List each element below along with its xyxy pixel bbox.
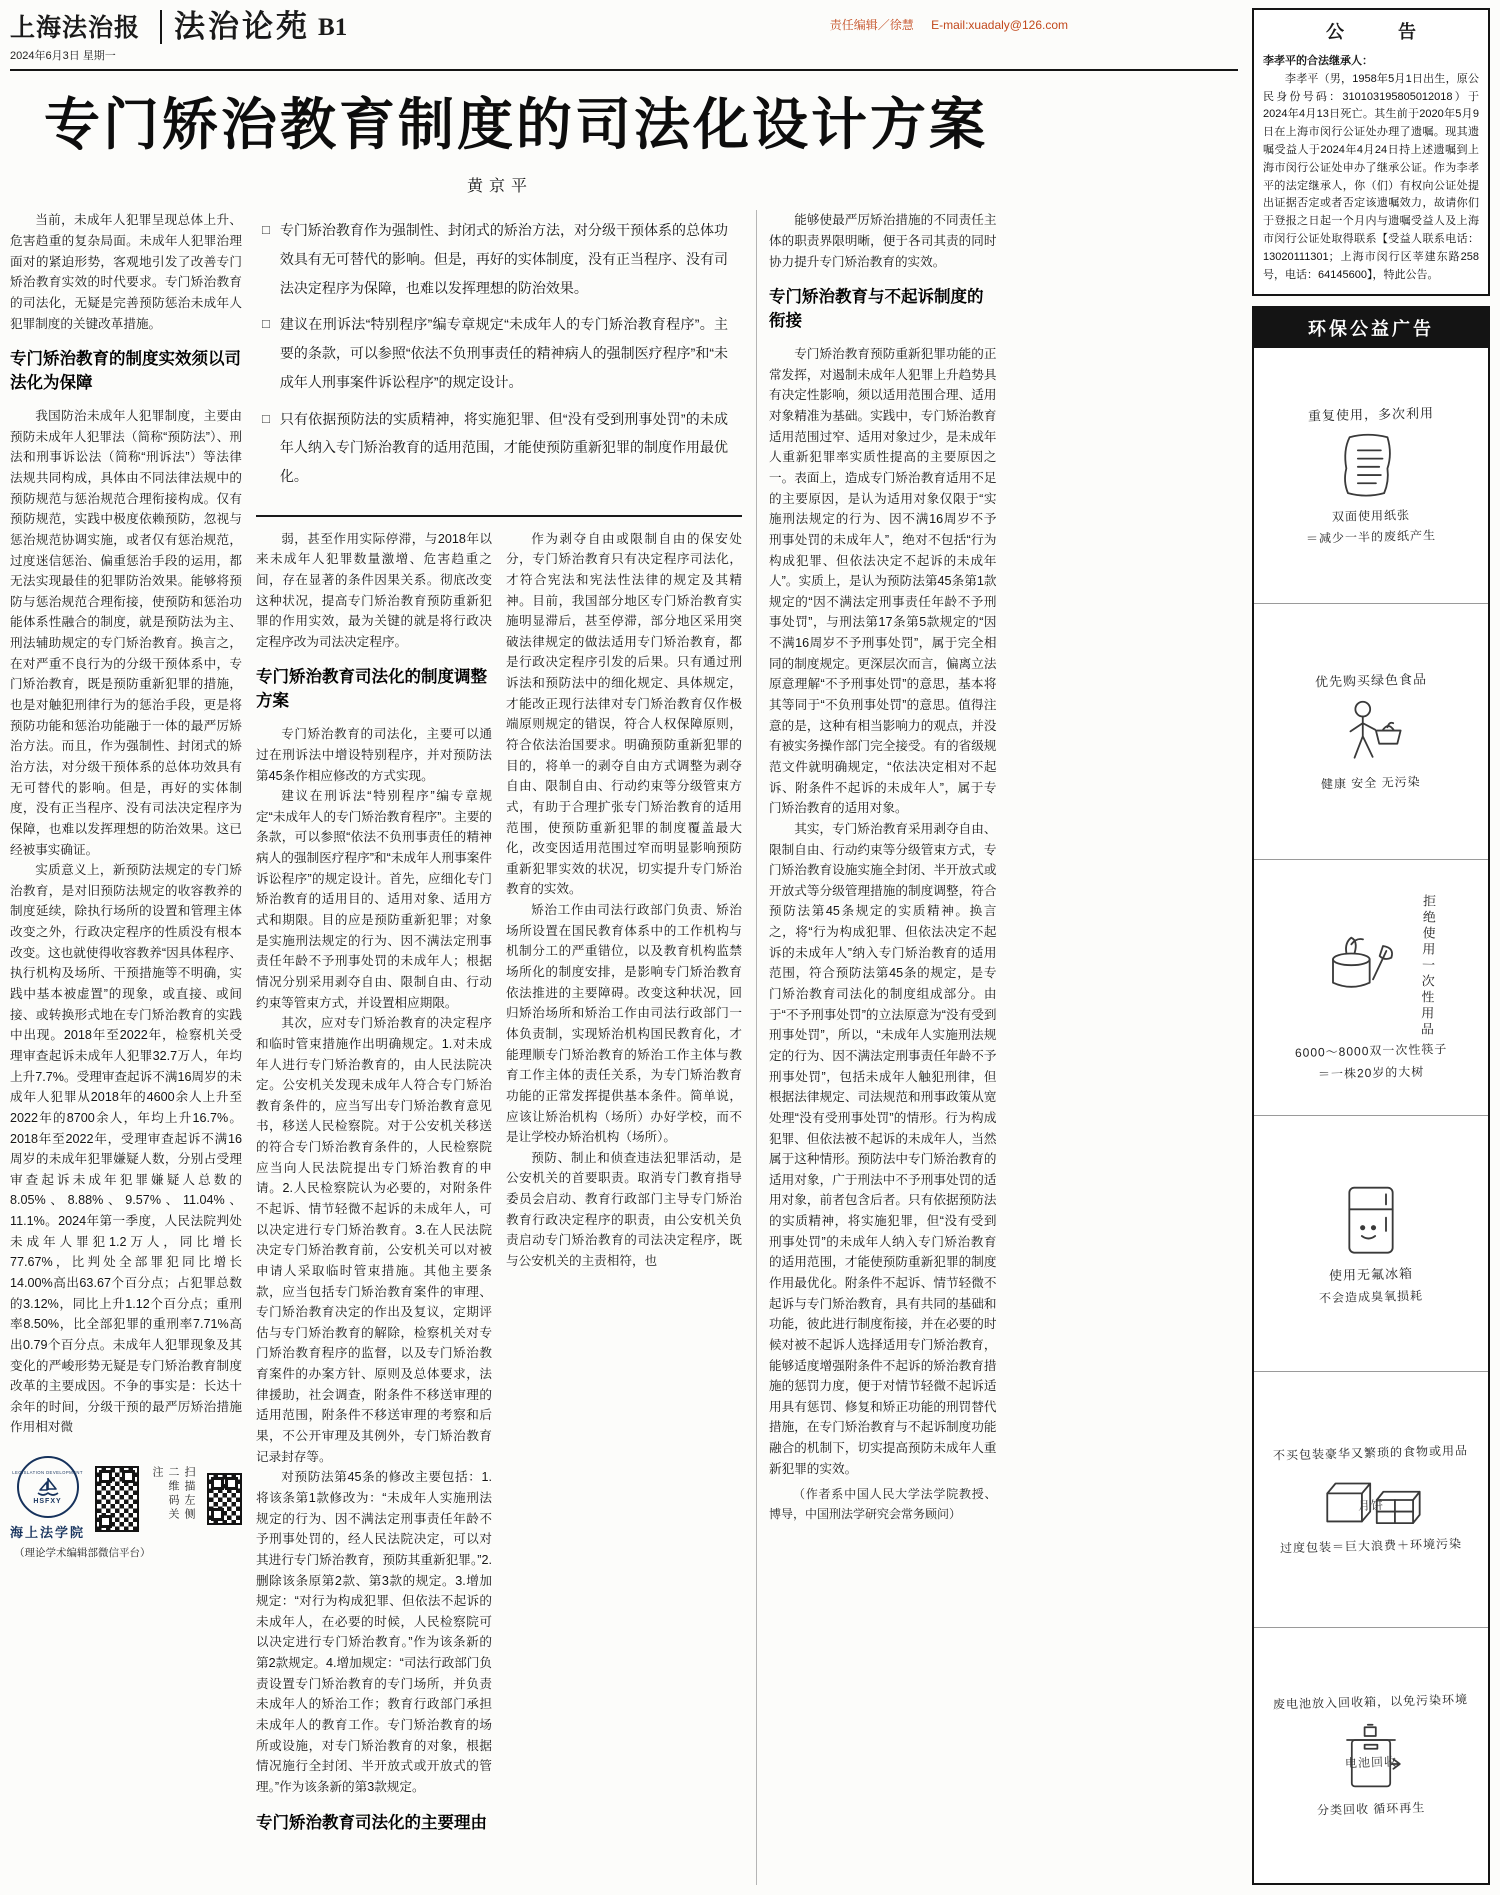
page-number: B1 bbox=[318, 14, 348, 42]
article-title: 专门矫治教育制度的司法化设计方案 bbox=[44, 93, 988, 156]
eco-ad-caption: 不买包装豪华又繁琐的食物或用品 bbox=[1273, 1443, 1469, 1463]
qr-finder-icon bbox=[211, 1508, 224, 1521]
editor-name: 责任编辑／徐慧 bbox=[829, 18, 914, 32]
eco-ad-figure bbox=[1306, 894, 1437, 1038]
eco-ad-figure bbox=[1316, 1467, 1426, 1533]
paragraph: 建议在刑诉法“特别程序”编专章规定“未成年人的专门矫治教育程序”。主要的条款，可以参照“依法不负刑事责任的精神病人的强制医疗程序”和“未成年人刑事案件诉讼程序”的规定设计。首先，应细化专门矫治教育的适用目的、适用对象、适用方式和期限。目的应是预防重新犯罪；对象是实施刑法规定的行为、因不满法定刑事责任年龄不予刑事处罚的未成年人；根据情况分别采用剥夺自由、限制自由、行动约束等管束方式，并设置相应期限。 bbox=[256, 789, 492, 1010]
section-heading: 专门矫治教育的制度实效须以司法化为保障 bbox=[10, 350, 241, 393]
eco-ad-caption: 使用无氟冰箱 bbox=[1328, 1266, 1414, 1284]
announcement-body: 李孝平（男，1958年5月1日出生，原公民身份号码：310103195805012018）于2024年4月13日死亡。其生前于2020年5月9日在上海市闵行公证处办理了遗嘱。现其遗嘱受益人于2024年4月24日持上述遗嘱到上海市闵行公证处申办了继承公证。作为李孝平的法定继承人，你（们）有权向公证处提出证据否定或者否定该遗嘱效力，故请你们于登报之日起一个月内与遗嘱受益人及上海市闵行公证处取得联系【受益人联系电话：13020111301；上海市闵行区莘建东路258号，电话：64145600】，特此公告。 bbox=[1263, 72, 1479, 281]
eco-ad-item bbox=[1254, 860, 1488, 1116]
qr-finder-icon bbox=[211, 1477, 224, 1490]
paragraph: 实质意义上，新预防法规定的专门矫治教育，是对旧预防法规定的收容教养的制度延续，除执行场所的设置和管理主体改变之外，行政决定程序的性质没有根本改变。这也就使得收容教养“因具体程序、执行机构及场所、干预措施等不明确，实践中基本被虚置”的现象，或直接、或间接、或转换形式地在专门矫治教育的实践中出现。2018年至2022年，检察机关受理审查起诉未成年人犯罪32.7万人，年均上升7.7%。受理审查起诉不满16周岁的未成年人犯罪从2018年的4600余人上升至2022年的8700余人，年均上升16.7%。2018年至2022年，受理审查起诉不满16周岁的未成年犯罪嫌疑人数，分别占受理审查起诉未成年犯罪嫌疑人总数的8.05%、8.88%、9.57%、11.04%、11.1%。2024年第一季度，人民法院判处未成年人罪犯1.2万人，同比增长77.67%，比判处全部罪犯同比增长14.00%高出63.67个百分点；占犯罪总数的3.12%，同比上升1.12个百分点；重刑率8.50%，比全部犯罪的重刑率7.71%高出0.79个百分点。未成年人犯罪现象及其变化的严峻形势无疑是专门矫治教育制度改革的主要成因。不争的事实是：长达十余年的时间，分级干预的最严厉矫治措施作用相对微 bbox=[10, 863, 242, 1435]
paragraph: 作为剥夺自由或限制自由的保安处分，专门矫治教育只有决定程序司法化，才符合宪法和宪法性法律的规定及其精神。目前，我国部分地区专门矫治教育实施明显滞后，甚至停滞，部分地区采用突破法律规定的做法适用专门矫治教育，都是行政决定程序引发的后果。只有通过刑诉法和预防法中的细化规定、具体规定，才能改正现行法律对专门矫治教育仅作极端原则规定的错误，符合人权保障原则，符合依法治国要求。明确预防重新犯罪的目的，将单一的剥夺自由方式调整为剥夺自由、限制自由、行动约束等分级管束方式，有助于合理扩张专门矫治教育的适用范围，使预防重新犯罪的制度覆盖最大化，改变因适用范围过窄而明显影响预防重新犯罪实效的状况，切实提升专门矫治教育的实效。 bbox=[506, 531, 742, 897]
eco-ad-caption: 6000～8000双一次性筷子 bbox=[1294, 1041, 1448, 1060]
eco-ad-caption: 分类回收 循环再生 bbox=[1316, 1800, 1426, 1817]
eco-ad-item bbox=[1254, 1628, 1488, 1883]
section-heading: 专门矫治教育司法化的制度调整方案 bbox=[256, 668, 487, 711]
summary-text: 专门矫治教育作为强制性、封闭式的矫治方法，对分级干预体系的总体功效具有无可替代的影响。但是，再好的实体制度，没有正当程序、没有司法决定程序为保障，也难以发挥理想的防治效果。 bbox=[279, 222, 728, 296]
tree-stump-axe-icon bbox=[1306, 926, 1410, 1006]
eco-ad-caption: ＝一株20岁的大树 bbox=[1317, 1064, 1425, 1082]
checkbox-square-icon: □ bbox=[262, 222, 270, 238]
eco-ad-item bbox=[1254, 1372, 1488, 1628]
column-1 bbox=[10, 210, 242, 1885]
editor-email: E-mail:xuadaly@126.com bbox=[931, 18, 1068, 32]
eco-ad-caption: 健康 安全 无污染 bbox=[1320, 774, 1421, 791]
section-heading: 专门矫治教育与不起诉制度的衔接 bbox=[769, 288, 984, 331]
announcement-salutation: 李孝平的合法继承人： bbox=[1263, 55, 1373, 67]
paragraph: 矫治工作由司法行政部门负责、矫治场所设置在国民教育体系中的工作机构与机制分工的严重错位，以及教育机构监禁场所化的制度安排，是影响专门矫治教育依法推进的主要障碍。改变这种状况，回归矫治场所和矫治工作由司法行政部门一体负责制，实现矫治机构国民教育化，才能理顺专门矫治教育的矫治工作主体与教育工作主体的责任关系，为专门矫治教育功能的正常发挥提供基本条件。简单说，应该让矫治机构（场所）办好学校，而不是让学校办矫治机构（场所）。 bbox=[506, 903, 742, 1145]
paragraph: 能够使最严厉矫治措施的不同责任主体的职责界限明晰，便于各司其责的同时协力提升专门矫治教育的实效。 bbox=[769, 213, 997, 269]
article-columns bbox=[10, 210, 1238, 1885]
eco-ad-caption: 废电池放入回收箱，以免污染环境 bbox=[1273, 1692, 1469, 1712]
paragraph: 对预防法第45条的修改主要包括：1.将该条第1款修改为：“未成年人实施刑法规定的行为、因不满法定刑事责任年龄不予刑事处罚的，经人民法院决定，可以对其进行专门矫治教育，预防其重新犯罪。”2.删除该条原第2款、第3款的规定。3.增加规定：“对行为构成犯罪、但依法不起诉的未成年人，在必要的时候，人民检察院可以决定进行专门矫治教育。”作为该条新的第2款规定。4.增加规定：“司法行政部门负责设置专门矫治教育的专门场所，并负责未成年人的矫治工作；教育行政部门承担未成年人的教育工作。专门矫治教育的场所或设施，对专门矫治教育的对象，根据情况施行全封闭、半开放式或开放式的管理。”作为该条新的第3款规定。 bbox=[256, 1470, 492, 1794]
sidebar bbox=[1252, 8, 1490, 1885]
eco-ad-caption: 重复使用，多次利用 bbox=[1307, 404, 1435, 424]
summary-text: 只有依据预防法的实质精神，将实施犯罪、但“没有受到刑事处罚”的未成年人纳入专门矫治教育的适用范围，才能使预防重新犯罪的制度作用最优化。 bbox=[279, 410, 728, 484]
summary-item bbox=[262, 310, 728, 396]
eco-ad-caption: 双面使用纸张 bbox=[1331, 507, 1411, 524]
eco-ad-caption: 不会造成臭氧损耗 bbox=[1318, 1289, 1424, 1306]
footer-left bbox=[10, 1456, 242, 1541]
battery-bin-label: 电池回收 bbox=[1344, 1754, 1398, 1771]
paragraph: 弱，甚至作用实际停滞，与2018年以来未成年人犯罪数量激增、危害趋重之间，存在显著的条件因果关系。彻底改变这种状况，提高专门矫治教育预防重新犯罪的作用实效，最为关键的就是将行政决定程序改为司法决定程序。 bbox=[256, 531, 492, 649]
qr-code-large bbox=[95, 1466, 139, 1532]
eco-ad-item bbox=[1254, 604, 1488, 860]
editor-info bbox=[830, 16, 1068, 33]
checkbox-square-icon: □ bbox=[262, 316, 270, 332]
summary-box bbox=[256, 210, 742, 516]
qr-finder-icon bbox=[122, 1470, 135, 1483]
summary-text: 建议在刑诉法“特别程序”编专章规定“未成年人的专门矫治教育程序”。主要的条款，可以参照“依法不负刑事责任的精神病人的强制医疗程序”和“未成年人刑事案件诉讼程序”的规定设计。 bbox=[279, 316, 728, 390]
logo-circle bbox=[12, 1456, 83, 1518]
platform-note: （理论学术编辑部微信平台） bbox=[14, 1547, 151, 1560]
logo-name: 海上法学院 bbox=[10, 1525, 86, 1541]
qr-finder-icon bbox=[225, 1477, 238, 1490]
summary-item bbox=[262, 405, 728, 491]
qr-finder-icon bbox=[99, 1470, 112, 1483]
eco-ads-title: 环保公益广告 bbox=[1254, 308, 1488, 348]
paragraph: 专门矫治教育的司法化，主要可以通过在刑诉法中增设特别程序，并对预防法第45条作相应修改的方式实现。 bbox=[256, 727, 492, 783]
column-2-3-text bbox=[256, 529, 742, 1885]
sailboat-icon bbox=[35, 1476, 61, 1498]
column-2-3-group bbox=[256, 210, 742, 1885]
page-header bbox=[10, 8, 1238, 71]
eco-ad-caption: 优先购买绿色食品 bbox=[1314, 671, 1428, 690]
paragraph: 其次，应对专门矫治教育的决定程序和临时管束措施作出明确规定。1.对未成年人进行专门矫治教育的，由人民法院决定。公安机关发现未成年人符合专门矫治教育条件的，应当写出专门矫治教育意见书，移送人民检察院。对于公安机关移送的符合专门矫治教育条件的，人民检察院应当向人民法院提出专门矫治教育的申请。2.人民检察院认为必要的，对附条件不起诉、情节轻微不起诉的未成年人，可以决定进行专门矫治教育。3.在人民法院决定专门矫治教育前，公安机关可以对被申请人采取临时管束措施。其他主要条款，应当包括专门矫治教育案件的审理、专门矫治教育决定的作出及复议，定期评估与专门矫治教育的解除，检察机关对专门矫治教育程序的监督，以及专门矫治教育案件的办案方针、原则及总体要求，法律援助，社会调查，附条件不移送审理的适用范围，附条件不移送审理的考察和后果，不公开审理及其例外，专门矫治教育记录封存等。 bbox=[256, 1016, 492, 1464]
section-wrap bbox=[160, 10, 347, 44]
qr-code-small bbox=[207, 1473, 242, 1525]
paper-name: 上海法治报 bbox=[10, 15, 141, 42]
announcement-box bbox=[1252, 8, 1490, 296]
announcement-title: 公 告 bbox=[1326, 22, 1434, 42]
eco-ads-panel bbox=[1252, 306, 1490, 1885]
eco-ad-figure bbox=[1323, 1716, 1419, 1796]
eco-ad-caption: 拒绝使用一次性用品 bbox=[1418, 893, 1436, 1039]
eco-ad-item bbox=[1254, 1116, 1488, 1372]
paragraph: 预防、制止和侦查违法犯罪活动，是公安机关的首要职责。取消专门教育指导委员会启动、教育行政部门主导专门矫治教育行政决定程序的职责，由公安机关负责启动专门矫治教育的司法决定程序，既与公安机关的主责相符，也 bbox=[506, 1150, 742, 1268]
scan-note: 扫描左侧二维码关注 bbox=[151, 1465, 196, 1522]
main-area bbox=[10, 8, 1238, 1885]
summary-item bbox=[262, 216, 728, 302]
paragraph: 我国防治未成年人犯罪制度，主要由预防未成年人犯罪法（简称“预防法”）、刑法和刑事诉讼法（简称“刑诉法”）等法律法规共同构成，具体由不同法律法规中的预防规范与惩治规范合理衔接构成。仅有预防规范，实践中极度依赖预防，忽视与惩治规范协调实施，或者仅有惩治规范，过度迷信惩治、偏重惩治手段的运用，都无法实现最佳的犯罪防治效果。能够将预防与惩治规范合理衔接，使预防和惩治功能体系性融合的制度，就是预防法为主、刑法辅助规定的专门矫治教育。换言之，在对严重不良行为的分级干预体系中，专门矫治教育，既是预防重新犯罪的措施，也是对触犯刑律行为的惩治手段，更是将预防功能和惩治功能融于一体的最严厉矫治方法。而且，作为强制性、封闭式的矫治方法，对分级干预体系的总体功效具有无可替代的影响。但是，再好的实体制度，没有正当程序、没有司法决定程序为保障，也难以发挥理想的防治效果。这已经被事实确证。 bbox=[10, 409, 242, 857]
eco-ad-caption: ＝减少一半的废纸产生 bbox=[1305, 528, 1437, 547]
section-heading: 专门矫治教育司法化的主要理由 bbox=[256, 1813, 487, 1832]
logo-arc-text: LEGISLATION DEVELOPMENT bbox=[12, 1470, 83, 1476]
masthead bbox=[10, 8, 140, 63]
section-title: 法治论苑 bbox=[174, 9, 311, 44]
paragraph: 当前，未成年人犯罪呈现总体上升、危害趋重的复杂局面。未成年人犯罪治理面对的紧迫形势，客观地引发了改善专门矫治教育实效的时代要求。专门矫治教育的司法化，无疑是完善预防惩治未成年人犯罪制度的关键改革措施。 bbox=[10, 213, 242, 331]
hsfxy-logo bbox=[10, 1456, 85, 1541]
column-4-5-text bbox=[769, 210, 1238, 1885]
paragraph: 其实，专门矫治教育采用剥夺自由、限制自由、行动约束等分级管束方式，专门矫治教育设施实施全封闭、半开放式或开放式等分级管理措施的制度调整，符合预防法第45条规定的实质精神。换言之，将“行为构成犯罪、但依法决定不起诉的未成年人”纳入专门矫治教育的适用范围，符合预防法第45条的规定，是专门矫治教育司法化的制度组成部分。由于“不予刑事处罚”的立法原意为“没有受到刑事处罚”，所以，“未成年人实施刑法规定的行为、因不满法定刑事责任年龄不予刑事处罚”，包括未成年人触犯刑律，但根据法律规定、司法规范和刑事政策从宽处理“没有受刑事处罚”的情形。行为构成犯罪、但依法被不起诉的未成年人，当然属于这种情形。预防法中专门矫治教育的适用对象，广于刑法中不予刑事处罚的适用对象，前者包含后者。只有依据预防法的实质精神，将实施犯罪，但“没有受到刑事处罚”的未成年人纳入专门矫治教育的适用范围，才能使预防重新犯罪的制度作用最优化。附条件不起诉、情节轻微不起诉与专门矫治教育，具有共同的基础和功能，彼此进行制度衔接，并在必要的时候对被不起诉人选择适用专门矫治教育，能够适度增强附条件不起诉的矫治教育措施的惩罚力度，便于对情节轻微不起诉适用具有惩罚、修复和矫正功能的刑罚替代措施，在专门矫治教育与不起诉制度功能融合的机制下，切实提高预防未成年人重新犯罪的实效。 bbox=[769, 821, 997, 1476]
column-4-5-group bbox=[756, 210, 1238, 1885]
author-note: （作者系中国人民大学法学院教授、博导，中国刑法学研究会常务顾问） bbox=[769, 1487, 997, 1521]
paper-date: 2024年6月3日 星期一 bbox=[10, 50, 116, 62]
article-author: 黄京平 bbox=[466, 178, 533, 196]
checkbox-square-icon: □ bbox=[262, 410, 270, 426]
green-shopper-icon bbox=[1319, 696, 1423, 770]
logo-abbr: HSFXY bbox=[33, 1497, 62, 1505]
qr-finder-icon bbox=[99, 1515, 112, 1528]
paper-sheets-icon bbox=[1319, 429, 1423, 503]
fridge-icon bbox=[1321, 1181, 1421, 1261]
eco-ad-caption: 过度包装＝巨大浪费＋环境污染 bbox=[1279, 1536, 1463, 1555]
paragraph: 专门矫治教育预防重新犯罪功能的正常发挥，对遏制未成年人犯罪上升趋势具有决定性影响，须以适用范围合理、适用对象精准为基础。实践中，专门矫治教育适用范围过窄、适用对象过少，是未成年人重新犯罪率实质性提高的主要原因之一。表面上，造成专门矫治教育适用不足的主要原因，是认为适用对象仅限于“实施刑法规定的行为、因不满16周岁不予刑事处罚的未成年人”，绝对不包括“行为构成犯罪、但依法决定不起诉的未成年人”。实质上，是认为预防法第45条第1款规定的“因不满法定刑事责任年龄不予刑事处罚”，与刑法第17条第5款规定的“因不满16周岁不予刑事处罚”，属于完全相同的制度规定。更深层次而言，偏离立法原意理解“不予刑事处罚”的意思，基本将其等同于“不负刑事处罚”的意思。值得注意的是，这种有相当影响力的观点，并没有被实务操作部门完全接受。有的省级规范文件就明确规定，“依法决定相对不起诉、附条件不起诉的未成年人”，属于专门矫治教育的适用对象。 bbox=[769, 347, 997, 816]
eco-ad-item bbox=[1254, 348, 1488, 604]
mooncake-label: 月饼 bbox=[1357, 1497, 1385, 1513]
